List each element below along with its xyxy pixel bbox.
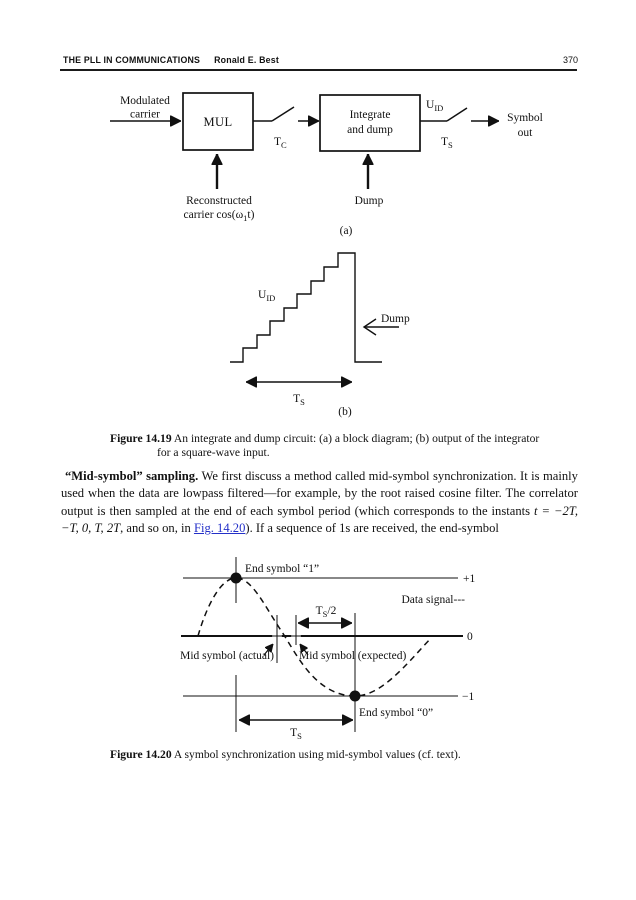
switch-ts bbox=[447, 108, 467, 121]
page-header bbox=[63, 55, 279, 65]
switch-tc bbox=[272, 107, 294, 121]
end-symbol-1-label: End symbol “1” bbox=[245, 563, 320, 575]
figure-14-19-caption-line2: for a square-wave input. bbox=[157, 446, 270, 459]
plus-one-label: +1 bbox=[463, 573, 476, 585]
paragraph-lead-in: “Mid-symbol” sampling. bbox=[65, 469, 199, 483]
output-label-line2: out bbox=[517, 127, 533, 139]
mid-symbol-actual-label: Mid symbol (actual) bbox=[180, 650, 274, 662]
input-label-line1: Modulated bbox=[120, 95, 170, 107]
end-symbol-1-point bbox=[231, 573, 242, 584]
header-rule bbox=[60, 69, 577, 71]
book-title: THE PLL IN COMMUNICATIONS bbox=[63, 55, 201, 65]
integrate-label-line1: Integrate bbox=[349, 109, 391, 121]
minus-one-label: −1 bbox=[462, 691, 475, 703]
integrate-dump-box bbox=[320, 95, 420, 151]
data-signal-legend: Data signal--- bbox=[401, 594, 465, 606]
paragraph-text-2: , and so on, in bbox=[120, 521, 194, 536]
figure-14-19-caption-label: Figure 14.19 bbox=[110, 432, 172, 445]
figure-14-19-caption-line1 bbox=[110, 432, 539, 445]
mul-label: MUL bbox=[203, 115, 233, 129]
ts-label: $T_S$ bbox=[290, 727, 302, 741]
figure-14-20-caption-label: Figure 14.20 bbox=[110, 748, 172, 761]
dump-label: Dump bbox=[381, 313, 410, 325]
author-name: Ronald E. Best bbox=[214, 55, 280, 65]
mid-symbol-expected-label: Mid symbol (expected) bbox=[299, 650, 407, 662]
output-label-line1: Symbol bbox=[507, 112, 543, 124]
mid-symbol-paragraph bbox=[61, 468, 578, 538]
input-label-line2: carrier bbox=[130, 108, 160, 121]
page-number: 370 bbox=[562, 55, 578, 65]
figure-14-19a-block-diagram bbox=[58, 85, 558, 245]
paragraph-text-3: ). If a sequence of 1s are received, the end-symbol bbox=[245, 521, 499, 536]
subfigure-a-tag: (a) bbox=[339, 225, 353, 237]
zero-label: 0 bbox=[467, 631, 473, 643]
end-symbol-0-label: End symbol “0” bbox=[359, 707, 434, 719]
figure-14-20-caption bbox=[110, 748, 461, 761]
ts-label: $T_S$ bbox=[441, 136, 453, 150]
figure-14-20-diagram bbox=[165, 552, 480, 747]
ts-half-label: $T_S/2$ bbox=[315, 605, 337, 619]
fig-14-20-link[interactable]: Fig. 14.20 bbox=[193, 521, 246, 536]
end-symbol-0-point bbox=[350, 691, 361, 702]
subfigure-b-tag: (b) bbox=[338, 406, 352, 418]
paragraph-instants: t = −2T, −T, 0, T, 2T bbox=[61, 503, 579, 536]
ts-label: $T_S$ bbox=[293, 393, 305, 407]
paragraph-text-1: We first discuss a method called mid-symbol synchronization. It is mainly used when the data are lowpass filtered—for example, by the root raised cosine filter. The correlator output is then sampled at the end of each symbol period (which corresponds to the instants bbox=[61, 469, 578, 518]
dump-label: Dump bbox=[354, 195, 384, 207]
figure-14-19b-integrator-output bbox=[200, 245, 440, 430]
recon-label-line2: carrier $\cos(\omega_1t)$ bbox=[183, 209, 255, 223]
figure-14-20-caption-text: A symbol synchronization using mid-symbol values (cf. text). bbox=[171, 748, 461, 761]
staircase-waveform bbox=[230, 253, 382, 362]
uid-label: $U_{ID}$ bbox=[426, 99, 444, 113]
recon-label-line1: Reconstructed bbox=[186, 195, 252, 207]
figure-14-19-caption-text: An integrate and dump circuit: (a) a block diagram; (b) output of the integrator bbox=[171, 432, 540, 445]
integrate-label-line2: and dump bbox=[347, 124, 393, 136]
uid-label: $U_{ID}$ bbox=[258, 289, 276, 303]
tc-label: $T_C$ bbox=[274, 136, 287, 150]
